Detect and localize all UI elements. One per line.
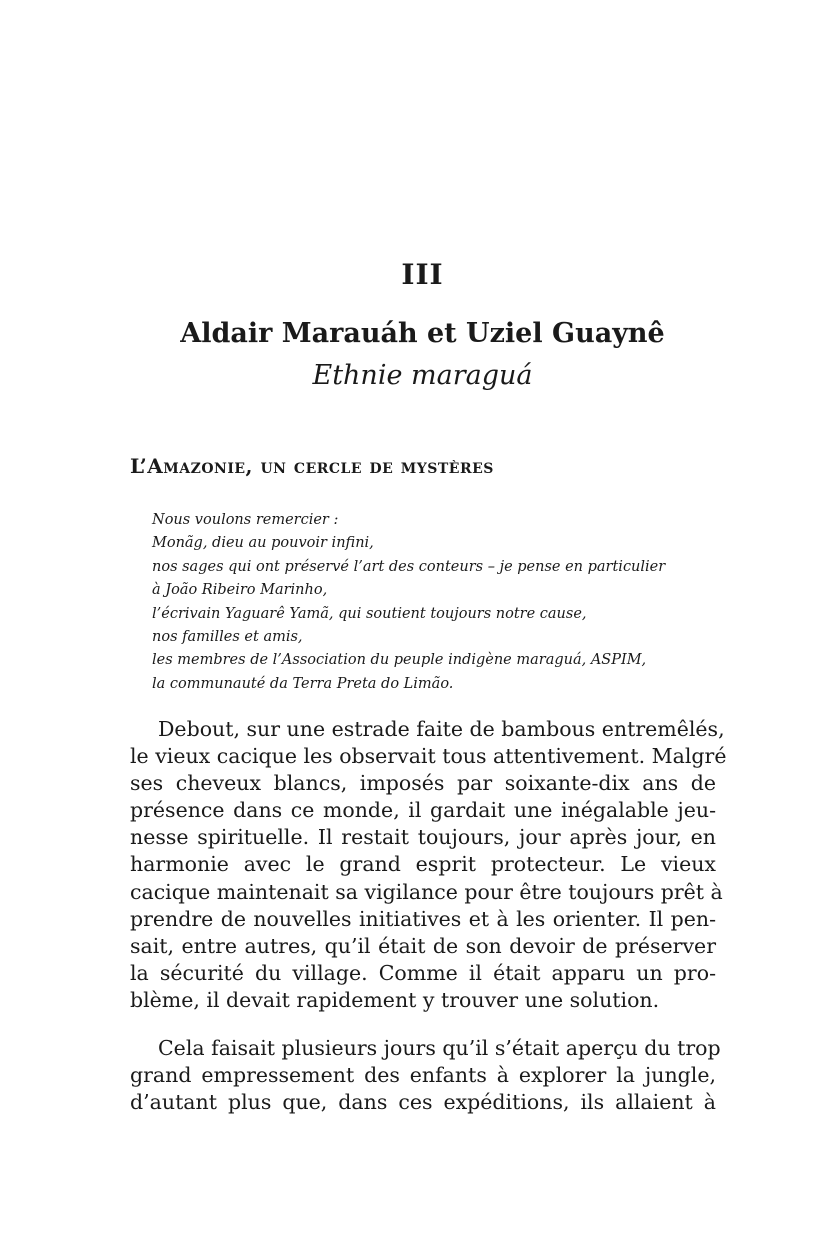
- chapter-number: III: [401, 258, 444, 291]
- paragraph-line: nesse spirituelle. Il restait toujours, jour après jour, en: [130, 825, 716, 850]
- chapter-title: Aldair Marauáh et Uziel Guaynê: [180, 318, 665, 349]
- dedication-block: [152, 509, 732, 696]
- dedication-line: la communauté da Terra Preta do Limão.: [152, 675, 454, 692]
- body-paragraph-1: [130, 716, 727, 1014]
- dedication-line: l’écrivain Yaguarê Yamã, qui soutient toujours notre cause,: [152, 605, 587, 622]
- dedication-line: nos familles et amis,: [152, 629, 303, 646]
- paragraph-line: cacique maintenait sa vigilance pour être toujours prêt à: [130, 879, 723, 904]
- chapter-subtitle: Ethnie maraguá: [312, 360, 533, 391]
- paragraph-line: d’autant plus que, dans ces expéditions, ils allaient à: [130, 1090, 716, 1115]
- paragraph-line: harmonie avec le grand esprit protecteur. Le vieux: [130, 852, 716, 877]
- paragraph-line: le vieux cacique les observait tous attentivement. Malgré: [130, 744, 727, 769]
- dedication-line: Nous voulons remercier :: [152, 512, 339, 528]
- paragraph-line: Debout, sur une estrade faite de bambous entremêlés,: [158, 717, 725, 741]
- paragraph-line: présence dans ce monde, il gardait une inégalable jeu-: [130, 798, 716, 823]
- paragraph-line: ses cheveux blancs, imposés par soixante-dix ans de: [130, 771, 716, 796]
- dedication-line: les membres de l’Association du peuple indigène maraguá, ASPIM,: [152, 652, 647, 669]
- dedication-line: nos sages qui ont préservé l’art des conteurs – je pense en particulier: [152, 558, 666, 575]
- paragraph-line: sait, entre autres, qu’il était de son devoir de préserver: [130, 933, 716, 958]
- dedication-line: à João Ribeiro Marinho,: [152, 582, 328, 599]
- paragraph-line: la sécurité du village. Comme il était apparu un pro-: [130, 960, 716, 985]
- paragraph-line: blème, il devait rapidement y trouver une solution.: [130, 987, 660, 1012]
- section-heading: L’Amazonie, un cercle de mystères: [130, 454, 494, 478]
- dedication-line: Monãg, dieu au pouvoir infini,: [152, 535, 374, 552]
- body-paragraph-2: [130, 1035, 721, 1116]
- paragraph-line: Cela faisait plusieurs jours qu’il s’était aperçu du trop: [158, 1036, 721, 1060]
- paragraph-line: prendre de nouvelles initiatives et à les orienter. Il pen-: [130, 906, 716, 931]
- paragraph-line: grand empressement des enfants à explorer la jungle,: [130, 1063, 716, 1088]
